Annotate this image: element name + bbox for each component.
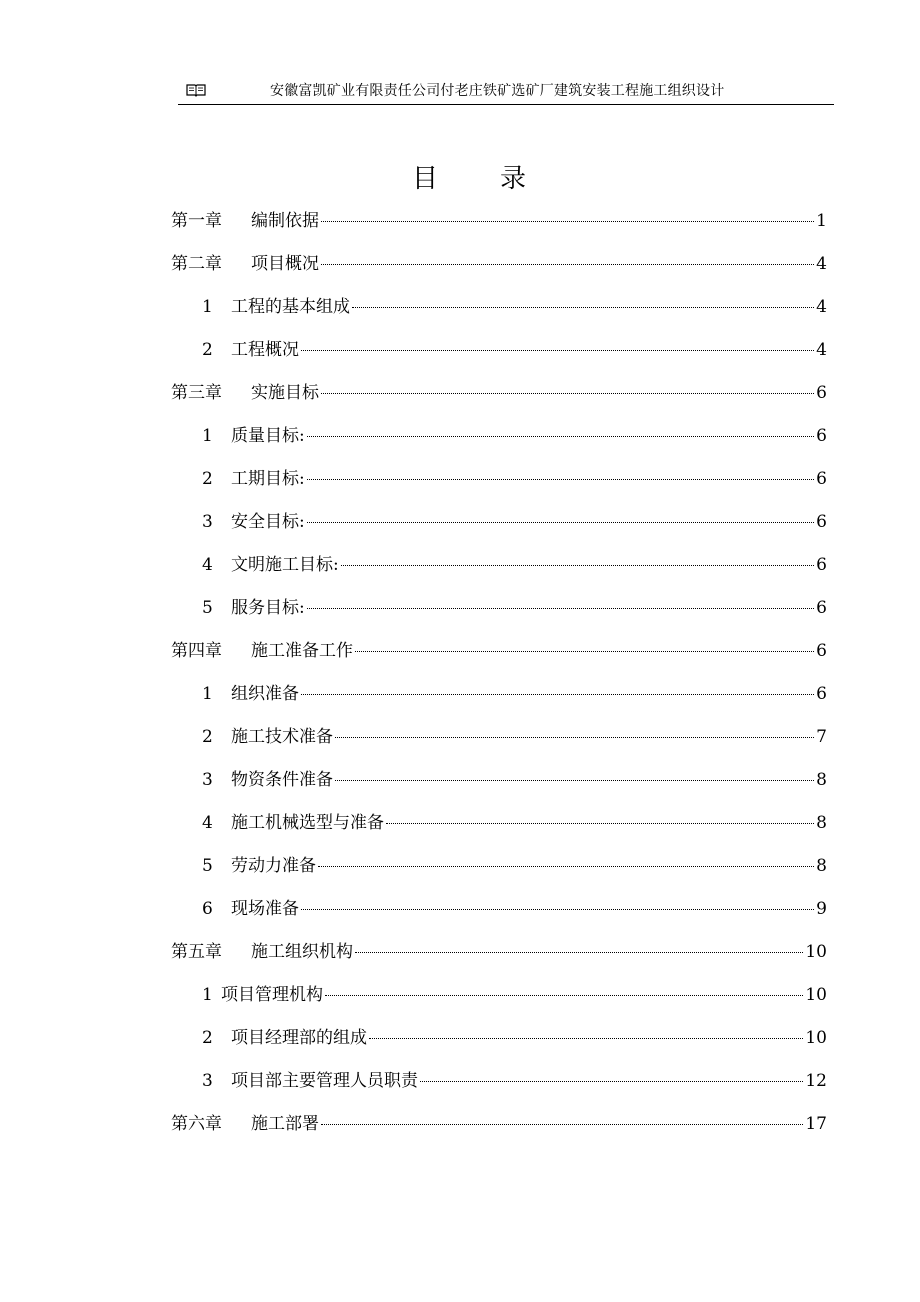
toc-entry-page: 8 [816,813,827,833]
toc-entry[interactable] [202,980,827,1008]
toc-entry-label: 项目管理机构 [221,985,323,1005]
toc-entry-label: 工程概况 [231,340,299,360]
toc-entry-number: 3 [202,512,213,532]
toc-entry-label: 施工部署 [251,1114,319,1134]
dot-leader [420,1081,803,1082]
toc-entry-number: 1 [202,297,213,317]
toc-entry-label: 组织准备 [231,684,299,704]
dot-leader [335,737,814,738]
toc-entry-label: 施工技术准备 [231,727,333,747]
toc-entry-page: 6 [816,469,827,489]
toc-entry[interactable] [202,765,827,793]
toc-entry[interactable] [202,550,827,578]
dot-leader [307,522,814,523]
toc-entry-label: 项目部主要管理人员职责 [231,1071,418,1091]
toc-entry[interactable] [171,937,827,965]
toc-entry-number: 3 [202,1071,213,1091]
toc-entry-page: 4 [816,297,827,317]
toc-entry-number: 3 [202,770,213,790]
toc-entry[interactable] [202,507,827,535]
toc-entry-number: 第五章 [171,942,222,962]
toc-entry-number: 1 [202,684,213,704]
dot-leader [341,565,814,566]
dot-leader [321,393,814,394]
toc-entry-label: 服务目标: [231,598,305,618]
toc-entry-number: 1 [202,426,213,446]
toc-entry-page: 10 [805,1028,827,1048]
toc-entry-label: 文明施工目标: [231,555,339,575]
dot-leader [307,436,814,437]
toc-entry-label: 劳动力准备 [231,856,316,876]
toc-entry-number: 1 [202,985,213,1005]
toc-entry-number: 2 [202,340,213,360]
dot-leader [369,1038,803,1039]
toc-entry-page: 10 [805,942,827,962]
toc-entry-label: 编制依据 [251,211,319,231]
toc-entry-number: 4 [202,813,213,833]
toc-entry-label: 施工组织机构 [251,942,353,962]
toc-entry-number: 第六章 [171,1114,222,1134]
toc-entry[interactable] [171,206,827,234]
dot-leader [307,479,814,480]
toc-entry-label: 项目经理部的组成 [231,1028,367,1048]
toc-entry[interactable] [202,679,827,707]
toc-entry-label: 工程的基本组成 [231,297,350,317]
toc-entry-number: 第二章 [171,254,222,274]
toc-entry-label: 质量目标: [231,426,305,446]
header-title: 安徽富凯矿业有限责任公司付老庄铁矿选矿厂建筑安装工程施工组织设计 [270,83,725,99]
dot-leader [301,350,814,351]
toc-entry-page: 10 [805,985,827,1005]
toc-entry-page: 17 [805,1114,827,1134]
toc-entry[interactable] [171,1109,827,1137]
toc-entry-label: 实施目标 [251,383,319,403]
toc-entry-number: 4 [202,555,213,575]
toc-entry[interactable] [202,1066,827,1094]
toc-title: 目录 [411,164,588,194]
toc-entry-page: 6 [816,684,827,704]
dot-leader [301,694,814,695]
toc-entry-number: 6 [202,899,213,919]
dot-leader [386,823,814,824]
toc-entry-page: 8 [816,770,827,790]
toc-entry-page: 7 [816,727,827,747]
page-header [178,78,834,105]
dot-leader [355,651,814,652]
toc-entry[interactable] [202,722,827,750]
toc-entry-page: 6 [816,598,827,618]
toc-entry-page: 1 [816,211,827,231]
toc-entry-page: 4 [816,340,827,360]
toc-entry-page: 6 [816,383,827,403]
toc-entry-number: 第四章 [171,641,222,661]
toc-entry[interactable] [202,335,827,363]
dot-leader [301,909,814,910]
toc-entry-page: 4 [816,254,827,274]
dot-leader [352,307,814,308]
dot-leader [355,952,803,953]
book-icon [186,82,206,96]
toc-entry-page: 6 [816,426,827,446]
toc-entry-number: 第一章 [171,211,222,231]
toc-entry-number: 5 [202,598,213,618]
dot-leader [325,995,803,996]
toc-entry-label: 施工准备工作 [251,641,353,661]
toc-entry[interactable] [202,292,827,320]
toc-entry[interactable] [202,894,827,922]
toc-entry[interactable] [202,421,827,449]
dot-leader [321,264,814,265]
toc-entry-page: 6 [816,641,827,661]
toc-entry-label: 安全目标: [231,512,305,532]
dot-leader [318,866,814,867]
toc-entry-number: 5 [202,856,213,876]
toc-entry-label: 工期目标: [231,469,305,489]
toc-entry-page: 12 [805,1071,827,1091]
toc-entry[interactable] [202,593,827,621]
toc-entry-page: 8 [816,856,827,876]
toc-entry-number: 2 [202,469,213,489]
toc-entry[interactable] [171,249,827,277]
dot-leader [321,1124,803,1125]
toc-entry[interactable] [202,1023,827,1051]
toc-entry-label: 施工机械选型与准备 [231,813,384,833]
toc-entry-label: 项目概况 [251,254,319,274]
toc-entry[interactable] [202,808,827,836]
toc-entry[interactable] [171,378,827,406]
toc-entry-label: 物资条件准备 [231,770,333,790]
toc-entry-number: 第三章 [171,383,222,403]
dot-leader [321,221,814,222]
toc-entry-number: 2 [202,1028,213,1048]
toc-entry-page: 6 [816,512,827,532]
dot-leader [307,608,814,609]
toc-entry-label: 现场准备 [231,899,299,919]
toc-entry-number: 2 [202,727,213,747]
toc-entry[interactable] [202,851,827,879]
toc-entry[interactable] [202,464,827,492]
dot-leader [335,780,814,781]
toc-entry-page: 6 [816,555,827,575]
toc-entry[interactable] [171,636,827,664]
toc-entry-page: 9 [816,899,827,919]
